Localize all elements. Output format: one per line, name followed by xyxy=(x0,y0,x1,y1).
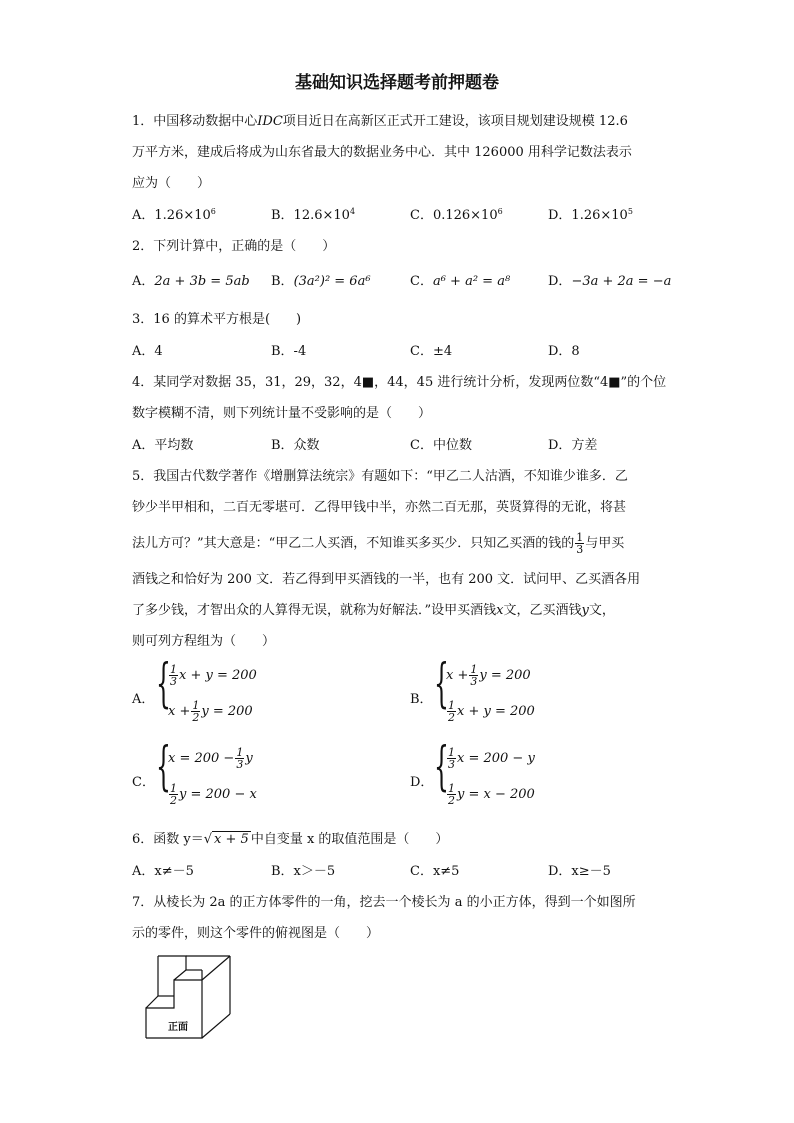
q5-line6: 则可列方程组为（ ） xyxy=(132,634,276,649)
q3-stem: 3．16 的算术平方根是( ) xyxy=(132,312,302,327)
q3-option-a[interactable]: A．4 xyxy=(132,344,163,359)
q3-option-d[interactable]: D．8 xyxy=(548,344,580,359)
page-title: 基础知识选择题考前押题卷 xyxy=(295,73,499,93)
q5-line2: 钞少半甲相和，二百无零堪可．乙得甲钱中半，亦然二百无那，英贤算得的无讹，将甚 xyxy=(132,500,627,515)
q5-option-c-label[interactable]: C． xyxy=(132,775,155,790)
q5-line1: 5．我国古代数学著作《增删算法统宗》有题如下：“甲乙二人沽酒，不知谁少谁多．乙 xyxy=(132,469,628,484)
q5-option-b-label[interactable]: B． xyxy=(410,692,433,707)
q2-option-c[interactable]: C．a⁶ + a² = a⁸ xyxy=(410,274,511,289)
q1-option-b[interactable]: B．$12.6\times 10^4$ xyxy=(271,207,356,223)
q4-option-c[interactable]: C．中位数 xyxy=(410,438,472,453)
q5-option-c-system[interactable]: { x = 200 − $\frac{1}{3}$ y $\frac{1}{2}$ y = 200 − x xyxy=(156,737,257,807)
q5-line5: 了多少钱，才智出众的人算得无误，就称为好解法．”设甲买酒钱x文，乙买酒钱y文， xyxy=(132,603,615,618)
q1-line3: 应为（ ） xyxy=(132,176,211,191)
q7-line1: 7．从棱长为 2a 的正方体零件的一角，挖去一个棱长为 a 的小正方体，得到一个如图所 xyxy=(132,895,636,910)
q6-option-d[interactable]: D．x≥－5 xyxy=(548,864,611,879)
brace-icon: { xyxy=(434,737,449,797)
q2-option-a[interactable]: A．2a + 3b = 5ab xyxy=(132,274,250,289)
q1-text-b: 项目近日在高新区正式开工建设，该项目规划建设规模 12.6 xyxy=(282,114,628,129)
q5-option-a-label[interactable]: A． xyxy=(132,692,155,707)
q6-option-a[interactable]: A．x≠－5 xyxy=(132,864,194,879)
q5-option-d-system[interactable]: { $\frac{1}{3}$ x = 200 − y $\frac{1}{2}$ y = x − 200 xyxy=(434,737,535,807)
figure-label: 正面 xyxy=(168,1022,188,1033)
q1-option-d[interactable]: D．$1.26\times 10^5$ xyxy=(548,207,633,223)
q3-option-c[interactable]: C．±4 xyxy=(410,344,453,359)
q6-option-b[interactable]: B．x＞－5 xyxy=(271,864,336,879)
q5-option-d-label[interactable]: D． xyxy=(410,775,434,790)
brace-icon: { xyxy=(156,654,171,714)
q2-stem: 2．下列计算中，正确的是（ ） xyxy=(132,239,336,254)
q2-option-b[interactable]: B．(3a²)² = 6a⁶ xyxy=(271,274,371,289)
q1-line1 xyxy=(132,110,628,129)
q4-line2: 数字模糊不清，则下列统计量不受影响的是（ ） xyxy=(132,406,432,421)
q6-option-c[interactable]: C．x≠5 xyxy=(410,864,460,879)
q5-line3: 法儿方可？”其大意是：“甲乙二人买酒，不知谁买多买少．只知乙买酒的钱的 $\frac{1}{3}$ 与甲买 xyxy=(132,531,625,556)
fraction-one-third: $\frac{1}{3}$ xyxy=(576,531,584,556)
q1-line2: 万平方米，建成后将成为山东省最大的数据业务中心．其中 126000 用科学记数法表示 xyxy=(132,145,632,160)
q4-option-d[interactable]: D．方差 xyxy=(548,438,598,453)
q2-option-d[interactable]: D．−3a + 2a = −a xyxy=(548,274,672,289)
sqrt-icon: √ xyxy=(203,832,213,847)
q1-idc: IDC xyxy=(257,114,283,129)
q1-option-a[interactable]: A．$1.26\times 10^6$ xyxy=(132,207,216,223)
q3-option-b[interactable]: B．-4 xyxy=(271,344,307,359)
q4-option-a[interactable]: A．平均数 xyxy=(132,438,194,453)
q1-text-a: 1．中国移动数据中心 xyxy=(132,114,258,129)
q7-line2: 示的零件，则这个零件的俯视图是（ ） xyxy=(132,926,380,941)
cube-part-figure xyxy=(140,950,240,1045)
q5-line4: 酒钱之和恰好为 200 文．若乙得到甲买酒钱的一半，也有 200 文．试问甲、乙买酒各用 xyxy=(132,572,641,587)
q1-option-c[interactable]: C．$0.126\times 10^6$ xyxy=(410,207,503,223)
brace-icon: { xyxy=(434,654,449,714)
q6-stem: 6．函数 y＝√ x + 5 中自变量 x 的取值范围是（ ） xyxy=(132,832,449,847)
q5-option-a-system[interactable]: { $\frac{1}{3}$ x + y = 200 x + $\frac{1}{2}$ y = 200 xyxy=(156,654,257,724)
brace-icon: { xyxy=(156,737,171,797)
q4-option-b[interactable]: B．众数 xyxy=(271,438,320,453)
q4-line1: 4．某同学对数据 35，31，29，32，4■，44，45 进行统计分析，发现两位数“4■”的个位 xyxy=(132,375,667,390)
q5-option-b-system[interactable]: { x + $\frac{1}{3}$ y = 200 $\frac{1}{2}$ x + y = 200 xyxy=(434,654,535,724)
